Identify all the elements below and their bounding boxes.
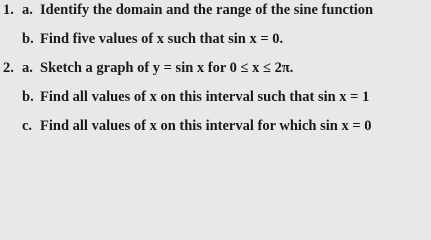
problem-2c-label: c.: [22, 118, 33, 134]
problem-1a-text: Identify the domain and the range of the sine function: [40, 2, 374, 18]
problem-1-number: 1.: [3, 2, 14, 18]
problem-2b-text: Find all values of x on this interval such that sin x = 1: [40, 89, 370, 105]
problem-2b-label: b.: [22, 89, 34, 105]
problem-1b-text: Find five values of x such that sin x = 0.: [40, 31, 284, 47]
problem-2a-label: a.: [22, 60, 33, 76]
problem-1a-label: a.: [22, 2, 33, 18]
problem-2a-text: Sketch a graph of y = sin x for 0 ≤ x ≤ 2π.: [40, 60, 294, 76]
problem-1b-label: b.: [22, 31, 34, 47]
problem-2c-text: Find all values of x on this interval for which sin x = 0: [40, 118, 372, 134]
problem-2-number: 2.: [3, 60, 14, 76]
